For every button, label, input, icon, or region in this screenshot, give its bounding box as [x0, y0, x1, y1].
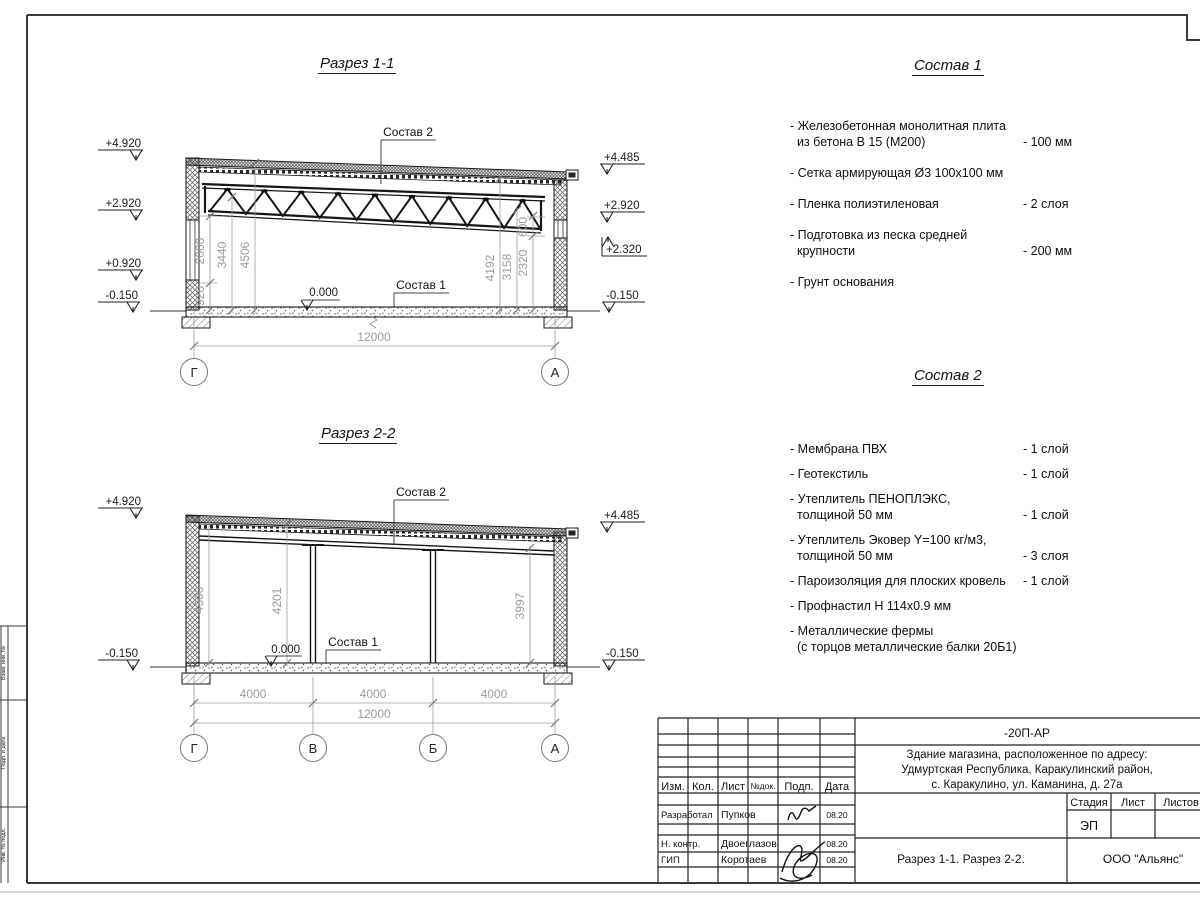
mark-0920-s1: +0.920: [105, 258, 141, 270]
item-value: - 1 слой: [1023, 467, 1069, 481]
item-value: - 1 слой: [1023, 508, 1069, 522]
dim-3158: 3158: [500, 253, 514, 281]
item-text: - Сетка армирующая Ø3 100x100 мм: [790, 166, 1004, 180]
tb-role-gip: ГИП: [661, 855, 680, 866]
dim-2320: 2320: [516, 249, 530, 277]
sostav1-list: [790, 118, 1135, 305]
label-sostav1-s2: Состав 1: [328, 635, 378, 649]
sostav2-list: [790, 441, 1135, 664]
footing-left-2: [182, 673, 210, 684]
sostav2-title: Состав 2: [914, 367, 982, 384]
list-item: [790, 274, 1135, 290]
strip-label-podp: Подп. и дата: [1, 736, 7, 770]
dim-4300: 4300: [192, 586, 206, 614]
tb-doc-code: -20П-АР: [1004, 726, 1050, 740]
zero-mark-s2: 0.000: [271, 644, 300, 656]
item-value: - 3 слоя: [1023, 549, 1069, 563]
mark-4485-s1: +4.485: [604, 152, 640, 164]
label-sostav2-s1: Состав 2: [383, 125, 433, 139]
signatures: [780, 806, 825, 881]
list-item: [790, 573, 1135, 589]
item-text2: из бетона В 15 (М200): [797, 135, 926, 149]
tb-object-line2: Удмуртская Республика, Каракулинский район,: [901, 764, 1153, 776]
dim-4192: 4192: [483, 254, 497, 282]
tb-header-izm: Изм.: [661, 781, 685, 793]
list-item: [790, 598, 1135, 614]
mark-4485-s2: +4.485: [604, 510, 640, 522]
strip-label-vzam: Взам. инв. №: [1, 645, 7, 681]
list-item: [790, 466, 1135, 482]
tb-company: ООО "Альянс": [1102, 852, 1184, 866]
item-text: - Пленка полиэтиленовая: [790, 197, 939, 211]
footing-left: [182, 317, 210, 328]
item-value: - 1 слой: [1023, 442, 1069, 456]
tb-header-podp: Подп.: [784, 781, 814, 793]
footing-right-2: [544, 673, 572, 684]
dim-4201: 4201: [270, 587, 284, 615]
tb-object-line3: с. Каракулино, ул. Каманина, д. 27а: [931, 779, 1123, 791]
floor-slab: [186, 307, 567, 317]
tb-header-list: Лист: [721, 781, 745, 793]
section-2-2-title: Разрез 2-2: [321, 425, 396, 442]
floor-slab-2: [186, 663, 567, 673]
axis-g-s2: Г: [190, 741, 198, 756]
dim-920: 920: [193, 285, 207, 307]
dim-4000-3: 4000: [480, 687, 508, 701]
list-item: [790, 118, 1135, 150]
item-value: - 1 слой: [1023, 574, 1069, 588]
tb-name-pupkov: Пупков: [721, 809, 756, 821]
column-b: [422, 550, 444, 663]
tb-name-dvoeglazov: Двоеглазов: [721, 838, 777, 850]
dim-4506: 4506: [238, 241, 252, 269]
tb-header-ndok: №док.: [750, 781, 776, 791]
item-text: - Мембрана ПВХ: [790, 442, 888, 456]
section-2-2-drawing: [150, 515, 600, 684]
section-1-1-title: Разрез 1-1: [320, 55, 395, 72]
list-item: [790, 491, 1135, 523]
item-value: - 100 мм: [1023, 135, 1073, 149]
tb-header-data: Дата: [824, 781, 850, 793]
item-text: - Профнастил Н 114x0.9 мм: [790, 599, 952, 613]
mark-m0150-s2r: -0.150: [606, 648, 639, 660]
list-item: [790, 196, 1135, 212]
tb-drawing-name: Разрез 1-1. Разрез 2-2.: [897, 852, 1025, 866]
mark-2920-s1l: +2.920: [105, 198, 141, 210]
tb-header-kol: Кол.: [692, 781, 714, 793]
column-v: [302, 545, 324, 663]
item-value: - 200 мм: [1023, 244, 1073, 258]
tb-date-3: 08.20: [826, 855, 848, 865]
tb-role-nkontr: Н. контр.: [661, 839, 701, 850]
item-text: - Подготовка из песка средней: [790, 228, 968, 242]
mark-4920-s1: +4.920: [105, 138, 141, 150]
tb-stage-label: Стадия: [1070, 797, 1108, 809]
item-text: - Геотекстиль: [790, 467, 869, 481]
dim-4000-2: 4000: [359, 687, 387, 701]
mark-4920-s2: +4.920: [105, 496, 141, 508]
dim-3997: 3997: [513, 592, 527, 620]
tb-sheets-label: Листов: [1163, 797, 1199, 809]
axis-v-s2: В: [308, 741, 318, 756]
list-item: [790, 227, 1135, 259]
dim-total-12000-s2: 12000: [357, 707, 391, 721]
item-text2: толщиной 50 мм: [797, 549, 893, 563]
label-sostav1-s1: Состав 1: [396, 278, 446, 292]
sostav1-title: Состав 1: [914, 57, 982, 74]
dim-2000: 2000: [193, 237, 207, 265]
tb-object-line1: Здание магазина, расположенное по адресу:: [906, 749, 1148, 761]
dim-600: 600: [516, 216, 530, 238]
section-2-2-axes: [181, 735, 569, 762]
section-1-1-axes: [181, 359, 569, 386]
tb-name-korotaev: Коротаев: [721, 854, 767, 866]
item-text: - Металлические фермы: [790, 624, 934, 638]
item-text: - Утеплитель Эковер Y=100 кг/м3,: [790, 533, 987, 547]
label-sostav2-s2: Состав 2: [396, 485, 446, 499]
tb-date-1: 08.20: [826, 810, 848, 820]
dim-4000-1: 4000: [239, 687, 267, 701]
mark-2320-s1: +2.320: [606, 244, 642, 256]
list-item: [790, 623, 1135, 655]
axis-a-s2: А: [550, 741, 560, 756]
footing-right: [544, 317, 572, 328]
dim-total-12000-s1: 12000: [357, 330, 391, 344]
item-text: - Грунт основания: [790, 275, 895, 289]
tb-date-2: 08.20: [826, 839, 848, 849]
axis-b-s2: Б: [428, 741, 438, 756]
section-2-2-dims: [194, 518, 555, 735]
tb-stage-value: ЭП: [1080, 819, 1098, 833]
mark-m0150-s1r: -0.150: [606, 290, 639, 302]
tb-sheet-label: Лист: [1121, 797, 1145, 809]
item-text: - Утеплитель ПЕНОПЛЭКС,: [790, 492, 951, 506]
item-text2: толщиной 50 мм: [797, 508, 893, 522]
mark-2920-s1r: +2.920: [604, 200, 640, 212]
list-item: [790, 532, 1135, 564]
dim-3440: 3440: [215, 241, 229, 269]
mark-m0150-s2l: -0.150: [105, 648, 138, 660]
axis-a-s1: А: [550, 365, 560, 380]
tb-role-razrabotal: Разработал: [661, 810, 713, 821]
item-text: - Пароизоляция для плоских кровель: [790, 574, 1006, 588]
list-item: [790, 165, 1135, 181]
axis-g-s1: Г: [190, 365, 198, 380]
list-item: [790, 441, 1135, 457]
item-text2: крупности: [797, 244, 856, 258]
mark-m0150-s1l: -0.150: [105, 290, 138, 302]
item-text2: (с торцов металлические балки 20Б1): [797, 640, 1017, 654]
item-value: - 2 слоя: [1023, 197, 1069, 211]
zero-mark-s1: 0.000: [309, 287, 338, 299]
item-text: - Железобетонная монолитная плита: [790, 119, 1006, 133]
strip-label-inv: Инв. № подл.: [1, 827, 7, 863]
roof-truss: [202, 184, 545, 233]
